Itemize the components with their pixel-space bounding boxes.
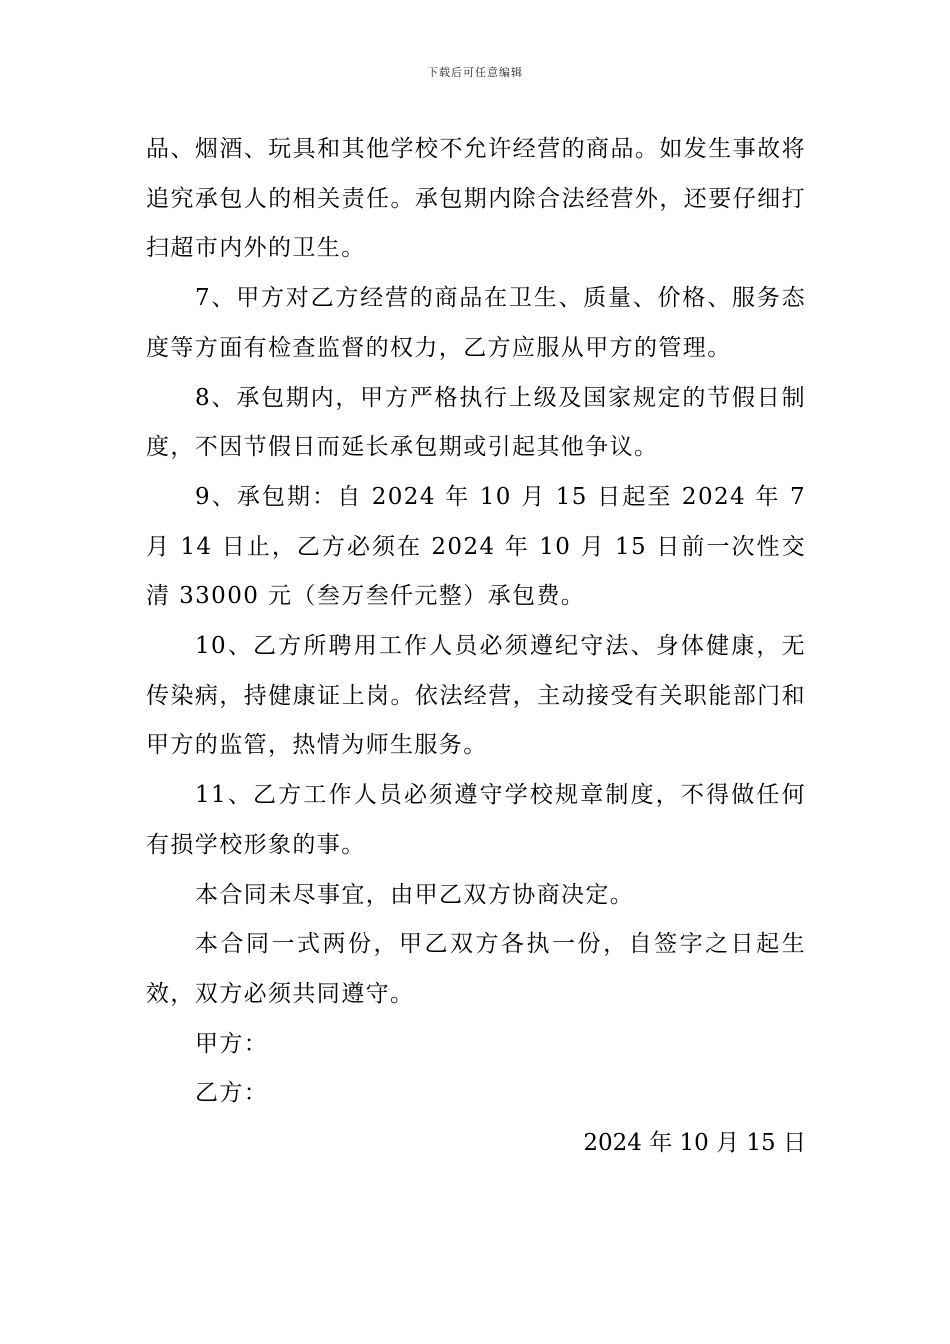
contract-date: 2024 年 10 月 15 日 (583, 1130, 806, 1157)
clause-copies-effective: 本合同一式两份，甲乙双方各执一份，自签字之日起生效，双方必须共同遵守。 (146, 931, 806, 1007)
clause-7: 7、甲方对乙方经营的商品在卫生、质量、价格、服务态度等方面有检查监督的权力，乙方应服从甲方的管理。 (146, 285, 806, 361)
page-header-note: 下载后可任意编辑 (427, 66, 523, 79)
party-b-signature: 乙方： (195, 1080, 269, 1107)
party-a-signature: 甲方： (195, 1030, 269, 1057)
clause-unresolved-matters: 本合同未尽事宜，由甲乙双方协商决定。 (195, 881, 635, 908)
clause-9: 9、承包期：自 2024 年 10 月 15 日起至 2024 年 7 月 14 日止，乙方必须在 2024 年 10 月 15 日前一次性交清 33000 元（叁万叁仟元整）承包费。 (146, 483, 806, 610)
paragraph-continuation: 品、烟酒、玩具和其他学校不允许经营的商品。如发生事故将追究承包人的相关责任。承包期内除合法经营外，还要仔细打扫超市内外的卫生。 (146, 136, 806, 262)
clause-10: 10、乙方所聘用工作人员必须遵纪守法、身体健康，无传染病，持健康证上岗。依法经营，主动接受有关职能部门和甲方的监管，热情为师生服务。 (146, 633, 806, 759)
contract-body (146, 125, 806, 1169)
clause-11: 11、乙方工作人员必须遵守学校规章制度，不得做任何有损学校形象的事。 (146, 782, 806, 858)
clause-8: 8、承包期内，甲方严格执行上级及国家规定的节假日制度，不因节假日而延长承包期或引起其他争议。 (146, 384, 806, 461)
